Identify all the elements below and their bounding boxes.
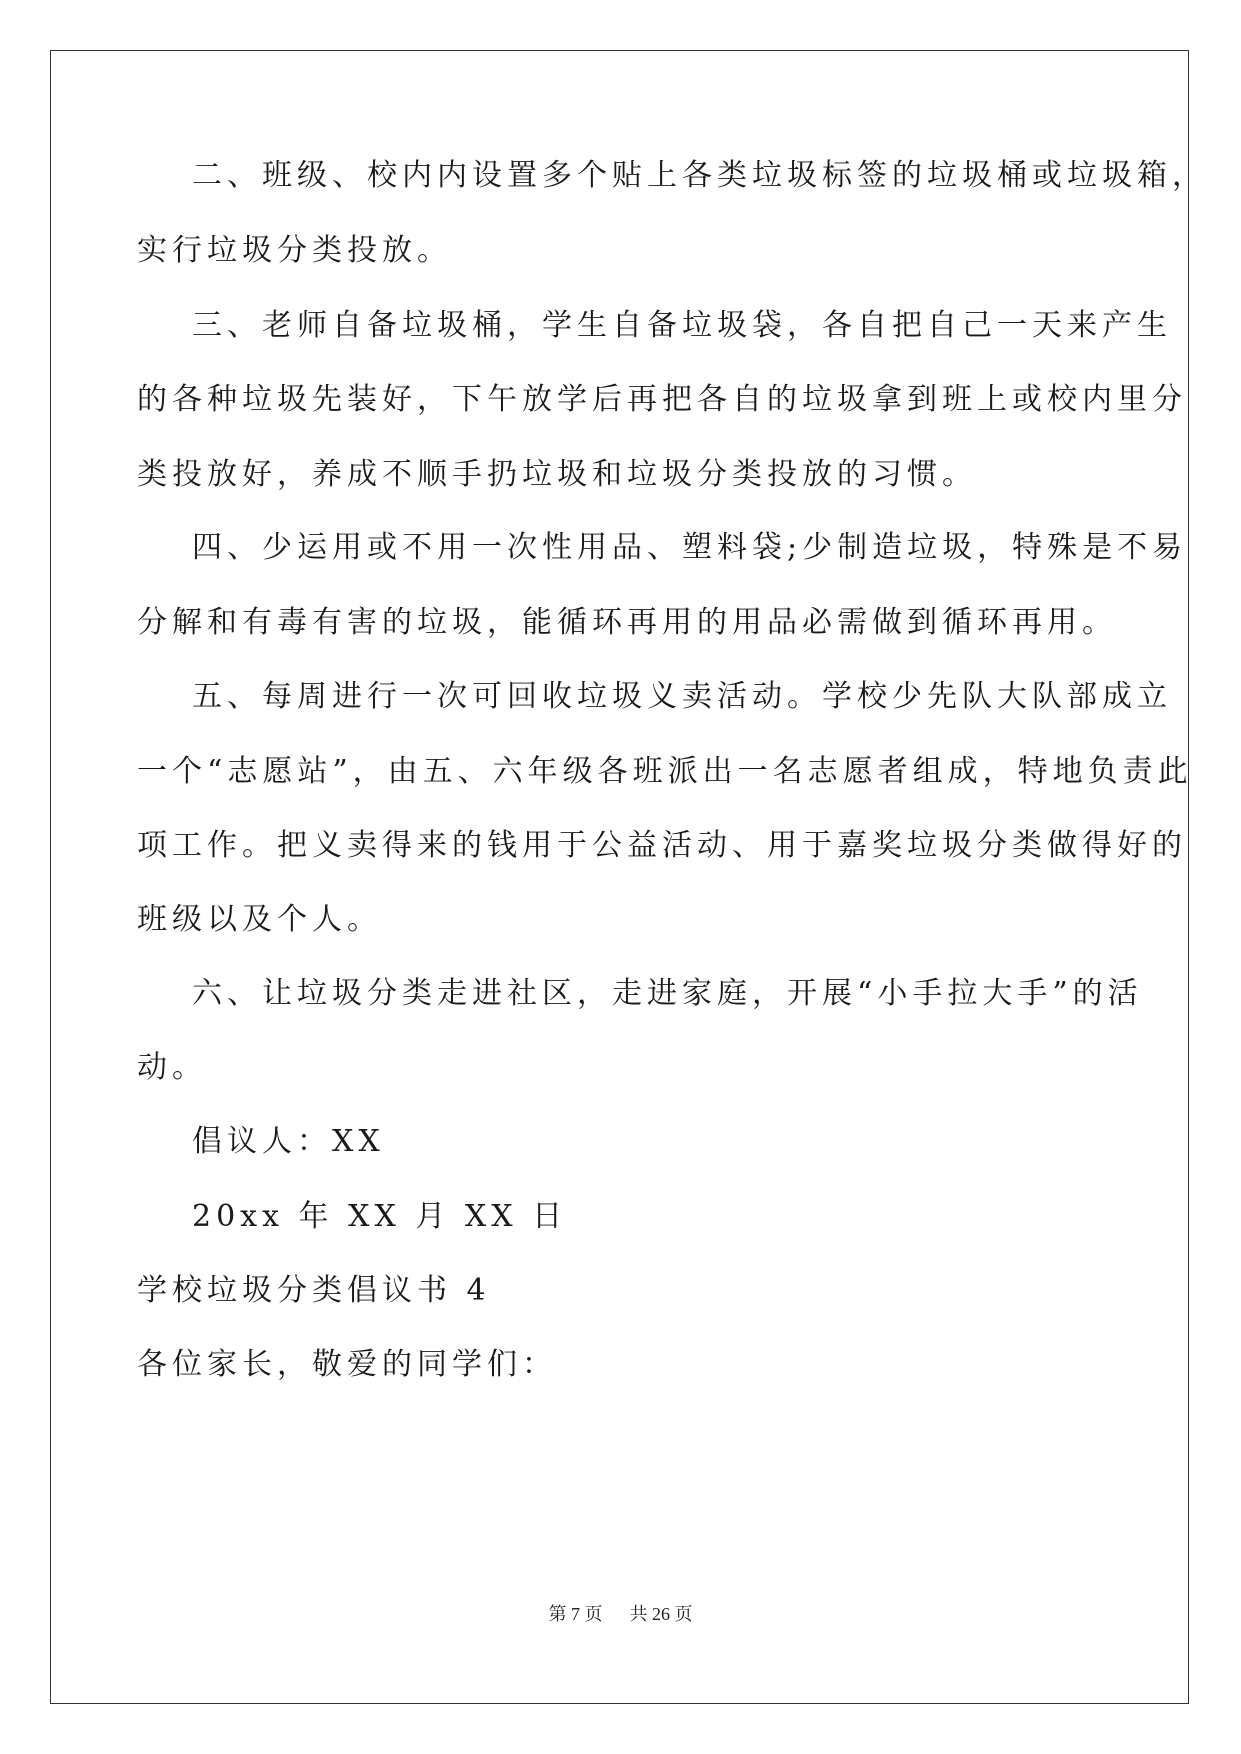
- page-total: 共 26 页: [629, 1604, 693, 1624]
- date-line: 20xx 年 XX 月 XX 日: [192, 1199, 568, 1234]
- paragraph-5-line-3: 项工作。把义卖得来的钱用于公益活动、用于嘉奖垃圾分类做得好的: [137, 828, 1187, 863]
- paragraph-3-line-3: 类投放好，养成不顺手扔垃圾和垃圾分类投放的习惯。: [137, 457, 977, 492]
- paragraph-2-line-2: 实行垃圾分类投放。: [137, 233, 452, 268]
- paragraph-5-line-4: 班级以及个人。: [137, 902, 382, 937]
- paragraph-5-line-1: 五、每周进行一次可回收垃圾义卖活动。学校少先队大队部成立: [192, 679, 1172, 714]
- initiator-line: 倡议人：XX: [192, 1124, 385, 1159]
- paragraph-2-line-1: 二、班级、校内内设置多个贴上各类垃圾标签的垃圾桶或垃圾箱，: [192, 158, 1207, 193]
- paragraph-3-line-2: 的各种垃圾先装好，下午放学后再把各自的垃圾拿到班上或校内里分: [137, 382, 1187, 417]
- paragraph-4-line-2: 分解和有毒有害的垃圾，能循环再用的用品必需做到循环再用。: [137, 605, 1117, 640]
- page-footer: [0, 1602, 1241, 1626]
- paragraph-5-line-2: 一个“志愿站”，由五、六年级各班派出一名志愿者组成，特地负责此: [137, 754, 1193, 789]
- paragraph-6-line-2: 动。: [137, 1050, 207, 1085]
- paragraph-6-line-1: 六、让垃圾分类走进社区，走进家庭，开展“小手拉大手”的活: [192, 976, 1143, 1011]
- page-number: 第 7 页: [548, 1604, 603, 1624]
- paragraph-3-line-1: 三、老师自备垃圾桶，学生自备垃圾袋，各自把自己一天来产生: [192, 308, 1172, 343]
- paragraph-4-line-1: 四、少运用或不用一次性用品、塑料袋;少制造垃圾，特殊是不易: [192, 530, 1188, 565]
- section-title: 学校垃圾分类倡议书 4: [137, 1273, 491, 1308]
- page-border: [50, 50, 1189, 1704]
- salutation-line: 各位家长，敬爱的同学们：: [137, 1347, 557, 1382]
